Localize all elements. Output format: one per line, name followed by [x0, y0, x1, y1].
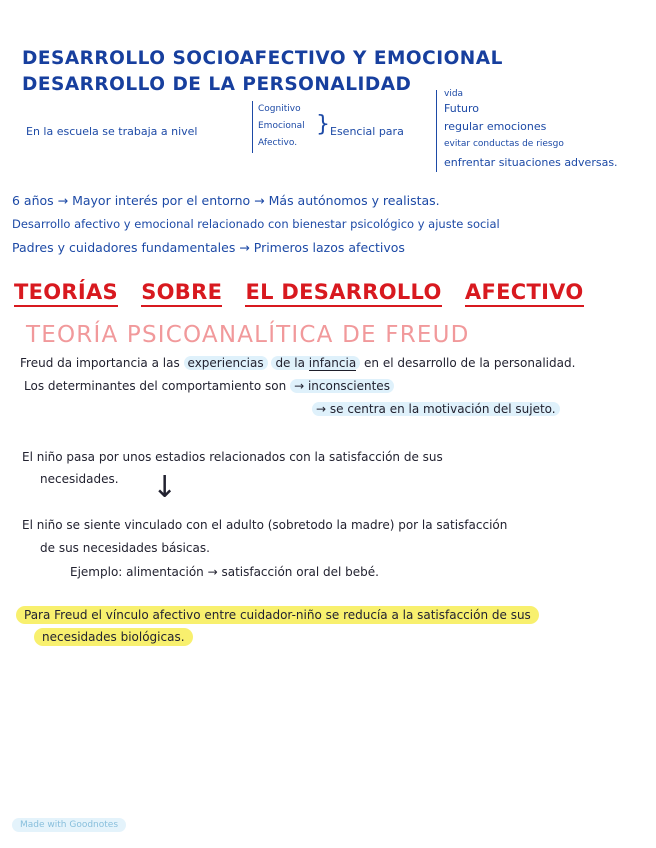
- level-cognitivo: Cognitivo: [258, 104, 301, 114]
- purpose-item: evitar conductas de riesgo: [444, 139, 564, 149]
- p1-before: Freud da importancia a las: [20, 356, 180, 370]
- freud-paragraph-4b: de sus necesidades básicas.: [40, 541, 210, 555]
- heading-word: TEORÍAS: [14, 280, 118, 307]
- purposes-brace: [436, 90, 437, 172]
- freud-summary-1: [16, 608, 539, 622]
- purpose-item: Futuro: [444, 102, 479, 115]
- freud-example: Ejemplo: alimentación → satisfacción oral del bebé.: [70, 565, 379, 579]
- note-line: Padres y cuidadores fundamentales → Primeros lazos afectivos: [12, 240, 405, 255]
- heading-word: AFECTIVO: [465, 280, 584, 307]
- theories-heading: [14, 280, 584, 304]
- highlight-infancia: [271, 356, 360, 370]
- freud-paragraph-3: El niño pasa por unos estadios relacionados con la satisfacción de sus: [22, 450, 443, 464]
- heading-word: SOBRE: [141, 280, 222, 307]
- purpose-item: enfrentar situaciones adversas.: [444, 156, 618, 169]
- level-emocional: Emocional: [258, 121, 305, 131]
- goodnotes-badge: Made with Goodnotes: [12, 818, 126, 832]
- levels-brace-right: }: [316, 112, 330, 137]
- page-subtitle: DESARROLLO DE LA PERSONALIDAD: [22, 74, 412, 95]
- essential-label: Esencial para: [330, 125, 404, 138]
- freud-summary-2: [34, 630, 193, 644]
- p1-hl2a: de la: [275, 356, 305, 370]
- purpose-item: regular emociones: [444, 120, 547, 133]
- highlight-experiencias: experiencias: [184, 356, 268, 370]
- note-line: Desarrollo afectivo y emocional relacionado con bienestar psicológico y ajuste social: [12, 217, 500, 231]
- freud-paragraph-3b: necesidades.: [40, 472, 119, 486]
- freud-paragraph-4: El niño se siente vinculado con el adulto (sobretodo la madre) por la satisfacción: [22, 518, 508, 532]
- page-title: DESARROLLO SOCIOAFECTIVO Y EMOCIONAL: [22, 48, 503, 69]
- summary-highlight: necesidades biológicas.: [34, 628, 193, 646]
- freud-paragraph-1: [20, 356, 575, 370]
- branch-motivacion: → se centra en la motivación del sujeto.: [312, 402, 560, 416]
- school-intro: En la escuela se trabaja a nivel: [26, 125, 198, 138]
- freud-paragraph-2b: [312, 402, 560, 416]
- freud-paragraph-2: [24, 379, 394, 393]
- purpose-item: vida: [444, 89, 464, 99]
- p2-lead: Los determinantes del comportamiento son: [24, 379, 287, 393]
- infancia-underlined: infancia: [308, 356, 357, 370]
- summary-highlight: Para Freud el vínculo afectivo entre cuidador-niño se reducía a la satisfacción de sus: [16, 606, 539, 624]
- freud-heading: TEORÍA PSICOANALÍTICA DE FREUD: [26, 322, 470, 348]
- level-afectivo: Afectivo.: [258, 138, 298, 148]
- heading-word: EL DESARROLLO: [245, 280, 441, 307]
- branch-inconscientes: → inconscientes: [290, 379, 394, 393]
- note-line: 6 años → Mayor interés por el entorno → Más autónomos y realistas.: [12, 193, 440, 208]
- down-arrow-icon: ↓: [152, 470, 178, 505]
- p1-after: en el desarrollo de la personalidad.: [364, 356, 576, 370]
- levels-brace-left: [252, 101, 253, 153]
